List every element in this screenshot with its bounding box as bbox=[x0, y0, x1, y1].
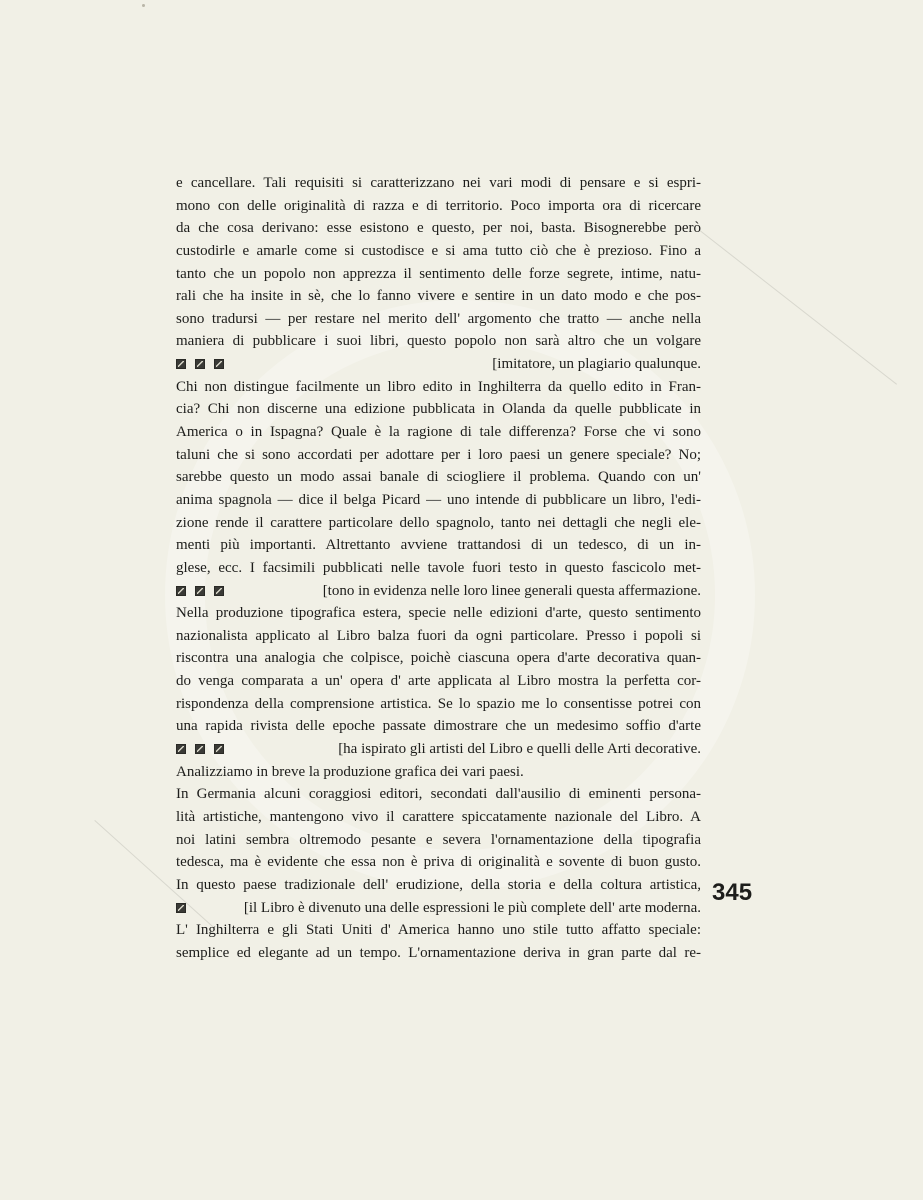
text-line: nazionalista applicato al Libro balza fuori da ogni particolare. Presso i popoli si bbox=[176, 627, 701, 644]
text-line: riscontra una analogia che colpisce, poichè ciascuna opera d'arte decorativa quan- bbox=[176, 650, 701, 667]
text-line: una rapida rivista delle epoche passate dimostrare che un medesimo soffio d'arte bbox=[176, 718, 701, 735]
text-line: mono con delle originalità di razza e di territorio. Poco importa ora di ricercare bbox=[176, 197, 701, 214]
square-ornament-icon bbox=[176, 586, 186, 596]
text-line-tail: [tono in evidenza nelle loro linee generali questa affermazione. bbox=[322, 582, 701, 599]
text-line: Analizziamo in breve la produzione grafica dei vari paesi. bbox=[176, 763, 524, 780]
text-line: Nella produzione tipografica estera, specie nelle edizioni d'arte, questo sentimento bbox=[176, 605, 701, 622]
text-line: do venga comparata a un' opera d' arte applicata al Libro mostra la perfetta cor- bbox=[176, 673, 701, 690]
text-line: In questo paese tradizionale dell' erudizione, della storia e della coltura artistica, bbox=[176, 876, 701, 893]
square-ornament-icon bbox=[214, 586, 224, 596]
square-ornament-icon bbox=[176, 744, 186, 754]
text-line-ornamented bbox=[176, 353, 701, 376]
text-line: da che cosa derivano: esse esistono e questo, per noi, basta. Bisognerebbe però bbox=[176, 220, 701, 237]
paper-spot bbox=[142, 4, 145, 7]
square-ornament-icon bbox=[195, 359, 205, 369]
text-line: rali che ha insite in sè, che lo fanno vivere e sentire in un dato modo e che pos- bbox=[176, 288, 701, 305]
text-line: Chi non distingue facilmente un libro edito in Inghilterra da quello edito in Fran- bbox=[176, 378, 701, 395]
text-line: tedesca, ma è evidente che essa non è priva di originalità e sovente di buon gusto. bbox=[176, 854, 701, 871]
text-line: maniera di pubblicare i suoi libri, questo popolo non sarà altro che un volgare bbox=[176, 333, 701, 350]
text-line: semplice ed elegante ad un tempo. L'ornamentazione deriva in gran parte dal re- bbox=[176, 944, 701, 961]
text-line-tail: [imitatore, un plagiario qualunque. bbox=[492, 356, 701, 373]
text-line: sono tradursi — per restare nel merito dell' argomento che tratto — anche nella bbox=[176, 310, 701, 327]
page-number: 345 bbox=[712, 879, 753, 906]
text-line: In Germania alcuni coraggiosi editori, secondati dall'ausilio di eminenti persona- bbox=[176, 786, 701, 803]
text-line-ornamented bbox=[176, 738, 701, 761]
text-line: e cancellare. Tali requisiti si caratterizzano nei vari modi di pensare e si espri- bbox=[176, 175, 701, 191]
text-line: America o in Ispagna? Quale è la ragione di tale differenza? Forse che vi sono bbox=[176, 424, 701, 441]
square-ornament-icon bbox=[195, 744, 205, 754]
square-ornament-icon bbox=[214, 359, 224, 369]
text-line: menti più importanti. Altrettanto avviene trattandosi di un tedesco, di un in- bbox=[176, 537, 701, 554]
square-ornament-icon bbox=[195, 586, 205, 596]
text-line-tail: [ha ispirato gli artisti del Libro e quelli delle Arti decorative. bbox=[338, 741, 701, 758]
text-line: zione rende il carattere particolare dello spagnolo, tanto nei dettagli che negli ele- bbox=[176, 514, 701, 531]
text-line: sarebbe questo un modo assai banale di sciogliere il problema. Quando con un' bbox=[176, 469, 701, 486]
body-text bbox=[176, 172, 701, 964]
square-ornament-icon bbox=[176, 359, 186, 369]
text-line: L' Inghilterra e gli Stati Uniti d' America hanno uno stile tutto affatto speciale: bbox=[176, 922, 701, 939]
text-line: glese, ecc. I facsimili pubblicati nelle tavole fuori testo in questo fascicolo met- bbox=[176, 559, 701, 576]
square-ornament-icon bbox=[176, 903, 186, 913]
square-ornament-icon bbox=[214, 744, 224, 754]
text-line: rispondenza della comprensione artistica. Se lo spazio me lo consentisse potrei con bbox=[176, 695, 701, 712]
text-line: taluni che si sono accordati per adottare per i loro paesi un genere speciale? No; bbox=[176, 446, 701, 463]
text-line-ornamented bbox=[176, 897, 701, 920]
text-line-ornamented bbox=[176, 580, 701, 603]
text-line: noi latini sembra oltremodo pesante e severa l'ornamentazione della tipografia bbox=[176, 831, 701, 848]
text-line: lità artistiche, mantengono vivo il carattere spiccatamente nazionale del Libro. A bbox=[176, 808, 701, 825]
text-line: cia? Chi non discerne una edizione pubblicata in Olanda da quelle pubblicate in bbox=[176, 401, 701, 418]
text-line-tail: [il Libro è divenuto una delle espressioni le più complete dell' arte moderna. bbox=[243, 899, 701, 916]
text-line: anima spagnola — dice il belga Picard — uno intende di pubblicare un libro, l'edi- bbox=[176, 491, 701, 508]
text-line: custodirle e amarle come si custodisce e si ama tutto ciò che è prezioso. Fino a bbox=[176, 242, 701, 259]
faint-diagonal-line bbox=[699, 230, 897, 385]
text-line: tanto che un popolo non apprezza il sentimento delle forze segrete, intime, natu- bbox=[176, 265, 701, 282]
